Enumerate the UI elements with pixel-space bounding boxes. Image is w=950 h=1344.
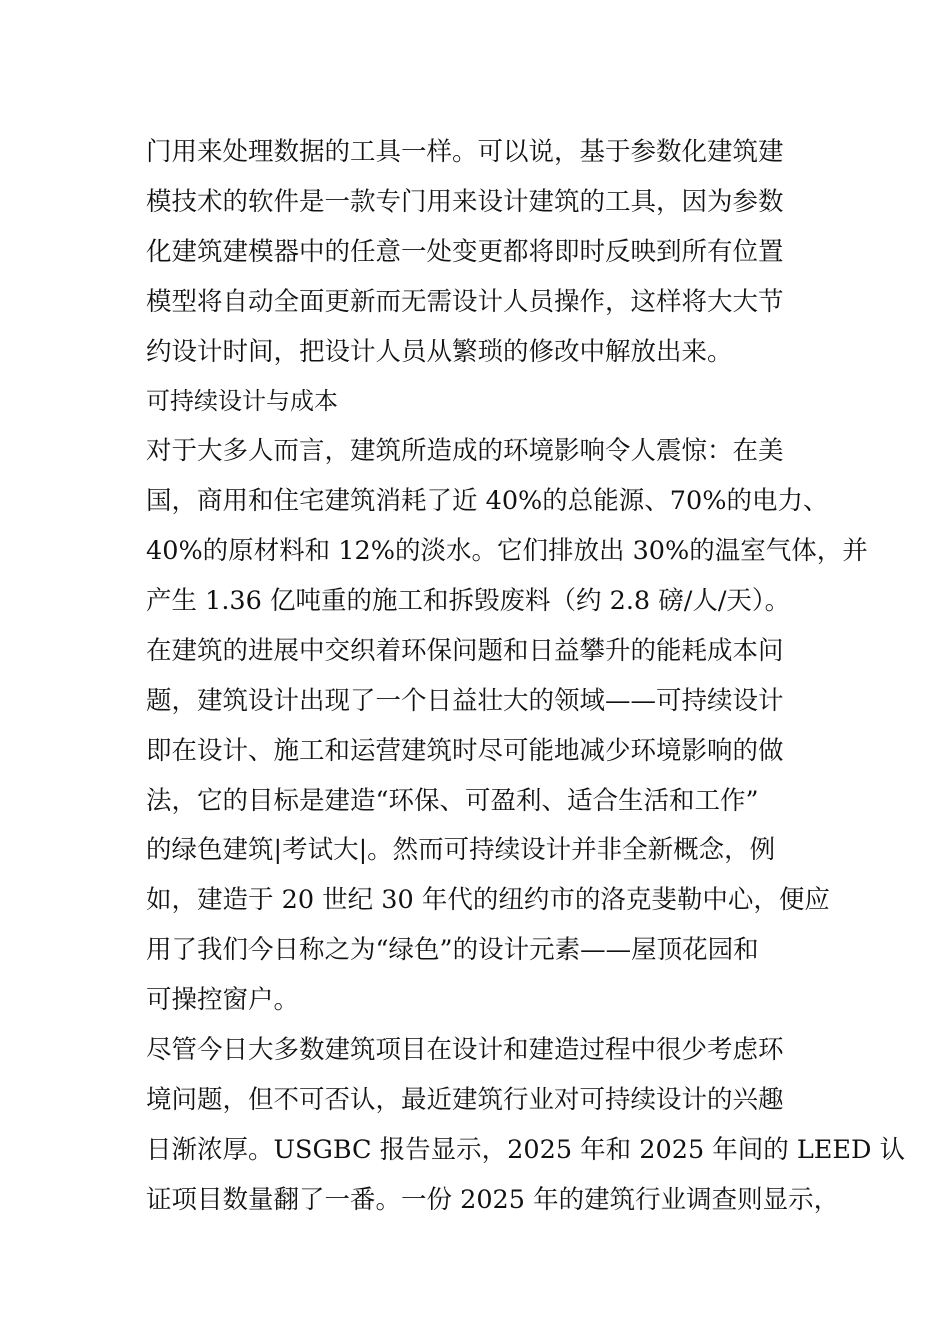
text-line: 40%的原材料和 12%的淡水。它们排放出 30%的温室气体，并 <box>146 536 868 567</box>
text-line: 对于大多人而言，建筑所造成的环境影响令人震惊：在美 <box>146 436 784 467</box>
text-line: 用了我们今日称之为“绿色”的设计元素——屋顶花园和 <box>146 935 759 966</box>
text-line: 在建筑的进展中交织着环保问题和日益攀升的能耗成本问 <box>146 635 784 666</box>
text-line: 法，它的目标是建造“环保、可盈利、适合生活和工作” <box>146 785 759 816</box>
text-line: 模技术的软件是一款专门用来设计建筑的工具，因为参数 <box>146 186 784 217</box>
text-line: 约设计时间，把设计人员从繁琐的修改中解放出来。 <box>146 336 733 367</box>
text-line: 即在设计、施工和运营建筑时尽可能地减少环境影响的做 <box>146 735 784 766</box>
text-line: 尽管今日大多数建筑项目在设计和建造过程中很少考虑环 <box>146 1035 784 1066</box>
text-line: 化建筑建模器中的任意一处变更都将即时反映到所有位置 <box>146 236 784 267</box>
text-line: 国，商用和住宅建筑消耗了近 40%的总能源、70%的电力、 <box>146 486 829 517</box>
section-heading: 可持续设计与成本 <box>146 387 338 416</box>
text-line: 可操控窗户。 <box>146 985 300 1016</box>
text-line: 证项目数量翻了一番。一份 2025 年的建筑行业调查则显示， <box>146 1184 840 1215</box>
text-line: 产生 1.36 亿吨重的施工和拆毁废料（约 2.8 磅/人/天）。 <box>146 586 791 617</box>
body-text <box>146 128 906 1226</box>
text-line: 如，建造于 20 世纪 30 年代的纽约市的洛克斐勒中心，便应 <box>146 885 830 916</box>
text-line: 的绿色建筑|考试大|。然而可持续设计并非全新概念，例 <box>146 835 776 866</box>
text-line: 题，建筑设计出现了一个日益壮大的领域——可持续设计 <box>146 685 784 716</box>
text-line: 模型将自动全面更新而无需设计人员操作，这样将大大节 <box>146 286 784 317</box>
text-line: 境问题，但不可否认，最近建筑行业对可持续设计的兴趣 <box>146 1084 784 1115</box>
text-line: 日渐浓厚。USGBC 报告显示，2025 年和 2025 年间的 LEED 认 <box>146 1134 906 1165</box>
text-line: 门用来处理数据的工具一样。可以说，基于参数化建筑建 <box>146 137 784 167</box>
